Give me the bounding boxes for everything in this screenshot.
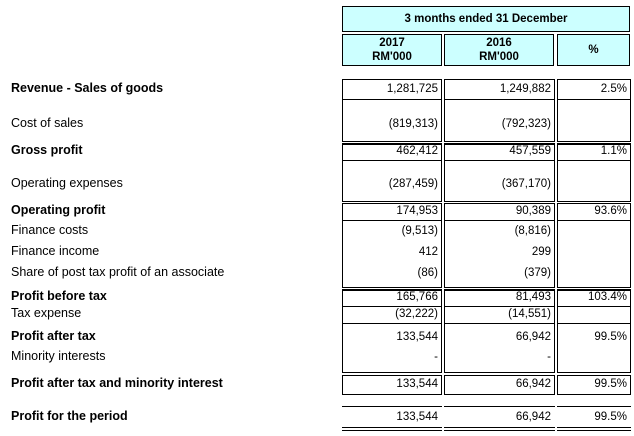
- cell-pct: 93.6%: [594, 205, 627, 217]
- rule-line: [444, 375, 555, 376]
- column-border: [444, 375, 445, 394]
- column-border: [630, 203, 631, 287]
- row-label: Finance income: [11, 244, 100, 258]
- rule-line: [444, 160, 555, 161]
- rule-line: [444, 394, 555, 395]
- rule-line: [444, 79, 555, 80]
- column-border: [557, 375, 558, 394]
- column-border: [557, 289, 558, 372]
- cell-v2017: 133,544: [396, 331, 438, 343]
- column-2016-year: 2016: [486, 37, 512, 49]
- rule-line: [342, 427, 442, 428]
- cell-v2016: 66,942: [515, 331, 551, 343]
- column-2016-unit: RM'000: [479, 51, 519, 63]
- column-border: [630, 143, 631, 201]
- row-label: Finance costs: [11, 223, 89, 237]
- cell-v2017: 165,766: [396, 291, 438, 303]
- column-border: [554, 289, 555, 372]
- cell-v2016: (14,551): [508, 308, 551, 320]
- rule-line: [557, 201, 631, 202]
- rule-line: [444, 143, 555, 145]
- column-border: [630, 79, 631, 141]
- cell-v2016: 90,389: [515, 205, 551, 217]
- column-border: [441, 203, 442, 287]
- column-border: [342, 375, 343, 394]
- rule-line: [444, 201, 555, 202]
- rule-line: [444, 289, 555, 291]
- rule-line: [444, 427, 555, 428]
- row-label: Revenue - Sales of goods: [11, 81, 164, 95]
- rule-line: [444, 203, 555, 204]
- rule-line: [444, 99, 555, 100]
- column-border: [630, 375, 631, 394]
- rule-line: [557, 99, 631, 100]
- rule-line: [342, 406, 442, 407]
- cell-pct: 99.5%: [594, 378, 627, 390]
- rule-line: [557, 406, 631, 407]
- rule-line: [557, 430, 631, 431]
- rule-line: [557, 375, 631, 376]
- rule-line: [342, 394, 442, 395]
- rule-line: [444, 220, 555, 221]
- column-border: [554, 375, 555, 394]
- rule-line: [557, 427, 631, 428]
- rule-line: [342, 160, 442, 161]
- cell-v2017: 133,544: [396, 411, 438, 423]
- row-label: Operating expenses: [11, 176, 123, 190]
- rule-line: [342, 306, 442, 307]
- rule-line: [557, 79, 631, 80]
- column-border: [342, 203, 343, 287]
- cell-pct: 99.5%: [594, 331, 627, 343]
- column-border: [554, 79, 555, 141]
- cell-v2016: (8,816): [514, 225, 551, 237]
- rule-line: [342, 143, 442, 145]
- cell-v2016: (379): [524, 267, 551, 279]
- row-label: Profit for the period: [11, 409, 128, 423]
- rule-line: [557, 394, 631, 395]
- rule-line: [444, 306, 555, 307]
- rule-line: [342, 287, 442, 288]
- column-border: [441, 143, 442, 201]
- row-label: Profit after tax and minority interest: [11, 376, 223, 390]
- rule-line: [557, 287, 631, 288]
- row-label: Minority interests: [11, 349, 106, 363]
- rule-line: [557, 372, 631, 373]
- cell-v2016: 299: [531, 246, 551, 258]
- cell-v2016: (367,170): [501, 178, 551, 190]
- rule-line: [444, 406, 555, 407]
- rule-line: [342, 220, 442, 221]
- column-percent-label: %: [588, 44, 599, 56]
- cell-v2016: 457,559: [509, 145, 551, 157]
- rule-line: [444, 287, 555, 288]
- column-border: [444, 79, 445, 141]
- rule-line: [342, 372, 442, 373]
- row-label: Cost of sales: [11, 116, 84, 130]
- rule-line: [342, 289, 442, 291]
- cell-v2016: 66,942: [515, 411, 551, 423]
- cell-v2017: (86): [417, 267, 438, 279]
- rule-line: [444, 372, 555, 373]
- rule-line: [557, 323, 631, 324]
- cell-v2017: (32,222): [395, 308, 438, 320]
- rule-line: [342, 99, 442, 100]
- row-label: Profit before tax: [11, 289, 107, 303]
- column-border: [557, 143, 558, 201]
- cell-v2017: (819,313): [388, 118, 438, 130]
- column-border: [441, 79, 442, 141]
- column-header-percent: [557, 34, 630, 66]
- row-label: Tax expense: [11, 306, 82, 320]
- column-border: [441, 289, 442, 372]
- cell-pct: 103.4%: [587, 291, 627, 303]
- rule-line: [557, 220, 631, 221]
- rule-line: [342, 203, 442, 204]
- column-header-2017: [342, 34, 442, 66]
- cell-v2017: 1,281,725: [386, 83, 438, 95]
- column-border: [444, 203, 445, 287]
- cell-v2017: (9,513): [401, 225, 438, 237]
- cell-pct: 1.1%: [600, 145, 627, 157]
- column-2017-year: 2017: [379, 37, 405, 49]
- cell-v2017: -: [434, 351, 438, 363]
- rule-line: [342, 375, 442, 376]
- column-border: [557, 79, 558, 141]
- rule-line: [342, 430, 442, 431]
- rule-line: [557, 306, 631, 307]
- row-label: Share of post tax profit of an associate: [11, 265, 225, 279]
- column-border: [441, 375, 442, 394]
- rule-line: [342, 141, 442, 142]
- rule-line: [342, 79, 442, 80]
- column-border: [342, 289, 343, 372]
- rule-line: [444, 430, 555, 431]
- cell-v2016: 66,942: [515, 378, 551, 390]
- column-border: [557, 203, 558, 287]
- row-label: Operating profit: [11, 203, 106, 217]
- cell-v2017: 174,953: [396, 205, 438, 217]
- cell-v2017: 412: [418, 246, 438, 258]
- rule-line: [557, 143, 631, 145]
- rule-line: [444, 323, 555, 324]
- column-border: [342, 79, 343, 141]
- cell-pct: 2.5%: [600, 83, 627, 95]
- column-header-2016: [444, 34, 554, 66]
- row-label: Profit after tax: [11, 329, 96, 343]
- column-border: [342, 143, 343, 201]
- rule-line: [557, 160, 631, 161]
- rule-line: [444, 141, 555, 142]
- column-border: [444, 289, 445, 372]
- column-border: [630, 289, 631, 372]
- rule-line: [342, 201, 442, 202]
- cell-pct: 99.5%: [594, 411, 627, 423]
- column-border: [554, 143, 555, 201]
- rule-line: [557, 203, 631, 204]
- row-label: Gross profit: [11, 143, 83, 157]
- cell-v2017: 133,544: [396, 378, 438, 390]
- rule-line: [557, 141, 631, 142]
- cell-v2016: (792,323): [501, 118, 551, 130]
- period-header-label: 3 months ended 31 December: [404, 13, 568, 25]
- cell-v2016: -: [547, 351, 551, 363]
- cell-v2017: (287,459): [388, 178, 438, 190]
- column-2017-unit: RM'000: [372, 51, 412, 63]
- column-border: [444, 143, 445, 201]
- cell-v2016: 81,493: [515, 291, 551, 303]
- period-header: [342, 6, 630, 32]
- cell-v2017: 462,412: [396, 145, 438, 157]
- rule-line: [557, 289, 631, 291]
- rule-line: [342, 323, 442, 324]
- cell-v2016: 1,249,882: [499, 83, 551, 95]
- column-border: [554, 203, 555, 287]
